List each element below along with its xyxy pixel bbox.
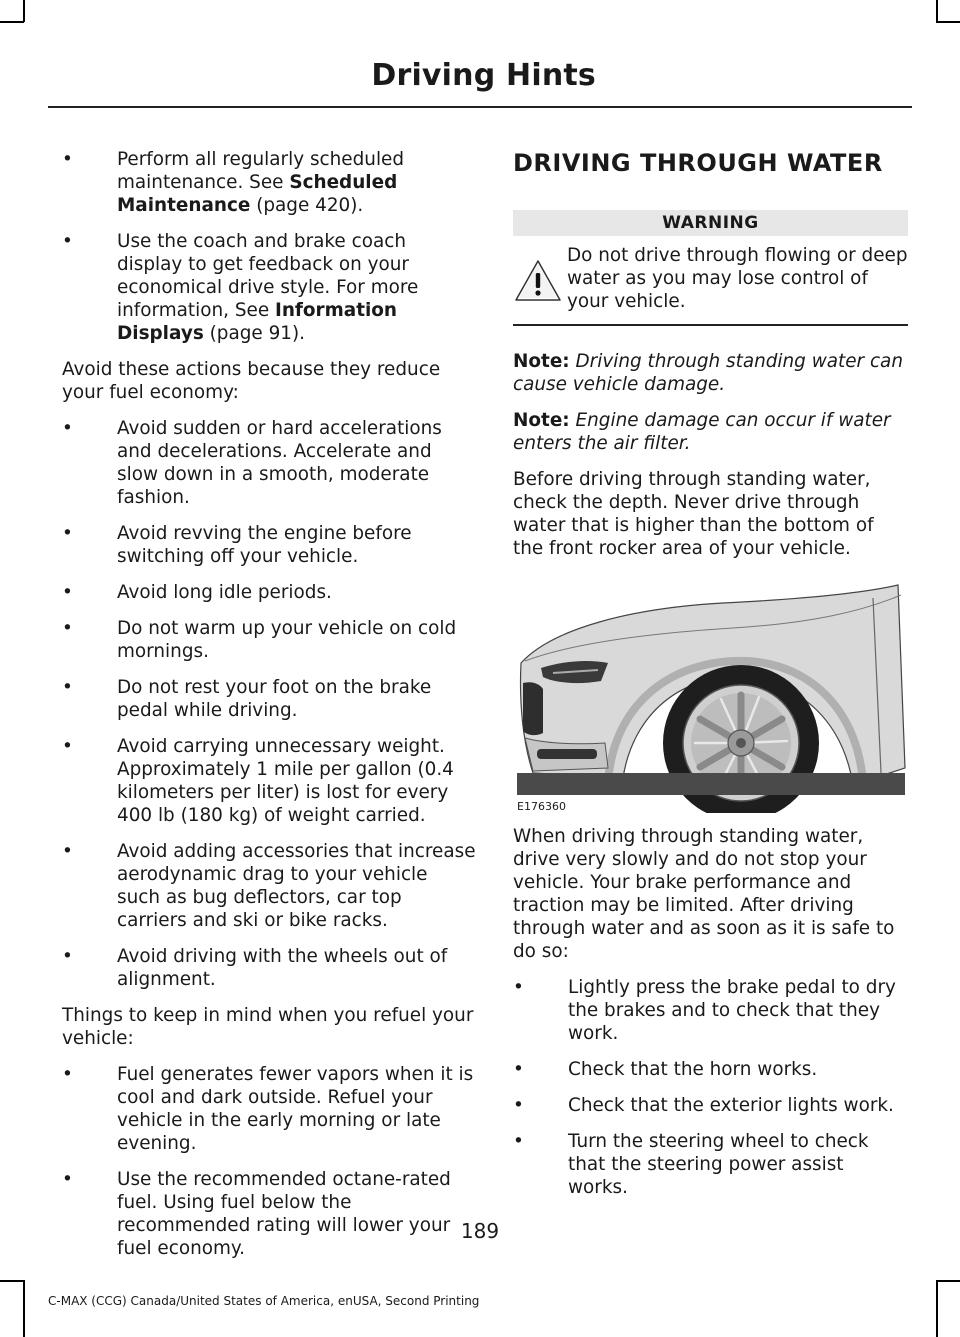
note xyxy=(513,350,908,396)
left-column xyxy=(62,148,476,1273)
page-reference: (page 420). xyxy=(250,195,364,216)
warning-rule xyxy=(513,324,908,326)
warning-text: Do not drive through flowing or deep water as you may lose control of your vehicle. xyxy=(567,245,908,312)
list-item: • Avoid driving with the wheels out of alignment. xyxy=(62,945,476,991)
page-title: Driving Hints xyxy=(371,58,596,93)
crop-mark xyxy=(0,21,24,23)
paragraph-refuel-intro: Things to keep in mind when you refuel your vehicle: xyxy=(62,1005,474,1049)
crop-mark xyxy=(936,21,960,23)
list-item: • Lightly press the brake pedal to dry the brakes and to check that they work. xyxy=(513,976,908,1045)
list-item: • Use the recommended octane-rated fuel. Using fuel below the recommended rating will lower your fuel economy. xyxy=(62,1168,476,1260)
paragraph-after-water: When driving through standing water, drive very slowly and do not stop your vehicle. Your brake performance and traction may be limited. After driving through water and as soon as it is safe to do so: xyxy=(513,825,895,962)
list-item: • Check that the exterior lights work. xyxy=(513,1094,908,1117)
header-rule xyxy=(48,106,912,108)
section-heading: DRIVING THROUGH WATER xyxy=(513,149,883,177)
note-text: Engine damage can occur if water enters the air filter. xyxy=(513,409,891,454)
list-item: • Avoid long idle periods. xyxy=(62,581,476,604)
crop-mark xyxy=(936,0,938,22)
crop-mark xyxy=(936,1280,938,1337)
footer-text: C-MAX (CCG) Canada/United States of America, enUSA, Second Printing xyxy=(48,1294,480,1308)
paragraph-depth: Before driving through standing water, check the depth. Never drive through water that is higher than the bottom of the front rocker area of your vehicle. xyxy=(513,468,874,559)
crop-mark xyxy=(23,1280,25,1337)
list-item xyxy=(62,148,476,217)
page-reference: (page 91). xyxy=(203,323,305,344)
list-item-text: Use the coach and brake coach display to get feedback on your economical drive style. For more information, See xyxy=(117,231,419,321)
list-item-text: Perform all regularly scheduled maintenance. See xyxy=(117,149,405,193)
note-label: Note: xyxy=(513,350,570,372)
warning-box xyxy=(513,244,908,310)
page-number: 189 xyxy=(460,1219,500,1243)
vehicle-wheel-figure xyxy=(513,573,908,813)
note xyxy=(513,409,908,455)
list-item: • Avoid revving the engine before switching off your vehicle. xyxy=(62,522,476,568)
note-label: Note: xyxy=(513,409,570,431)
crop-mark xyxy=(23,0,25,22)
list-item: • Do not warm up your vehicle on cold mornings. xyxy=(62,617,476,663)
list-item: • Fuel generates fewer vapors when it is cool and dark outside. Refuel your vehicle in the early morning or late evening. xyxy=(62,1063,476,1155)
crop-mark xyxy=(0,1280,24,1282)
list-item: • Turn the steering wheel to check that the steering power assist works. xyxy=(513,1130,908,1199)
list-item: • Avoid adding accessories that increase aerodynamic drag to your vehicle such as bug deflectors, car top carriers and ski or bike racks. xyxy=(62,840,476,932)
warning-label: WARNING xyxy=(513,210,908,236)
warning-triangle-icon xyxy=(513,258,563,304)
list-item: • Avoid carrying unnecessary weight. Approximately 1 mile per gallon (0.4 kilometers per liter) is lost for every 400 lb (180 kg) of weight carried. xyxy=(62,735,476,827)
list-item: • Do not rest your foot on the brake pedal while driving. xyxy=(62,676,476,722)
paragraph-avoid-intro: Avoid these actions because they reduce your fuel economy: xyxy=(62,359,441,403)
list-item: • Check that the horn works. xyxy=(513,1058,908,1081)
car-front-illustration xyxy=(513,573,908,813)
cross-reference-link[interactable]: Scheduled Maintenance xyxy=(117,172,398,216)
list-item xyxy=(62,230,476,345)
list-item: • Avoid sudden or hard accelerations and decelerations. Accelerate and slow down in a smooth, moderate fashion. xyxy=(62,417,476,509)
figure-label: E176360 xyxy=(517,799,566,813)
note-text: Driving through standing water can cause vehicle damage. xyxy=(513,350,903,395)
crop-mark xyxy=(936,1280,960,1282)
cross-reference-link[interactable]: Information Displays xyxy=(117,300,398,344)
right-column xyxy=(513,148,908,1212)
